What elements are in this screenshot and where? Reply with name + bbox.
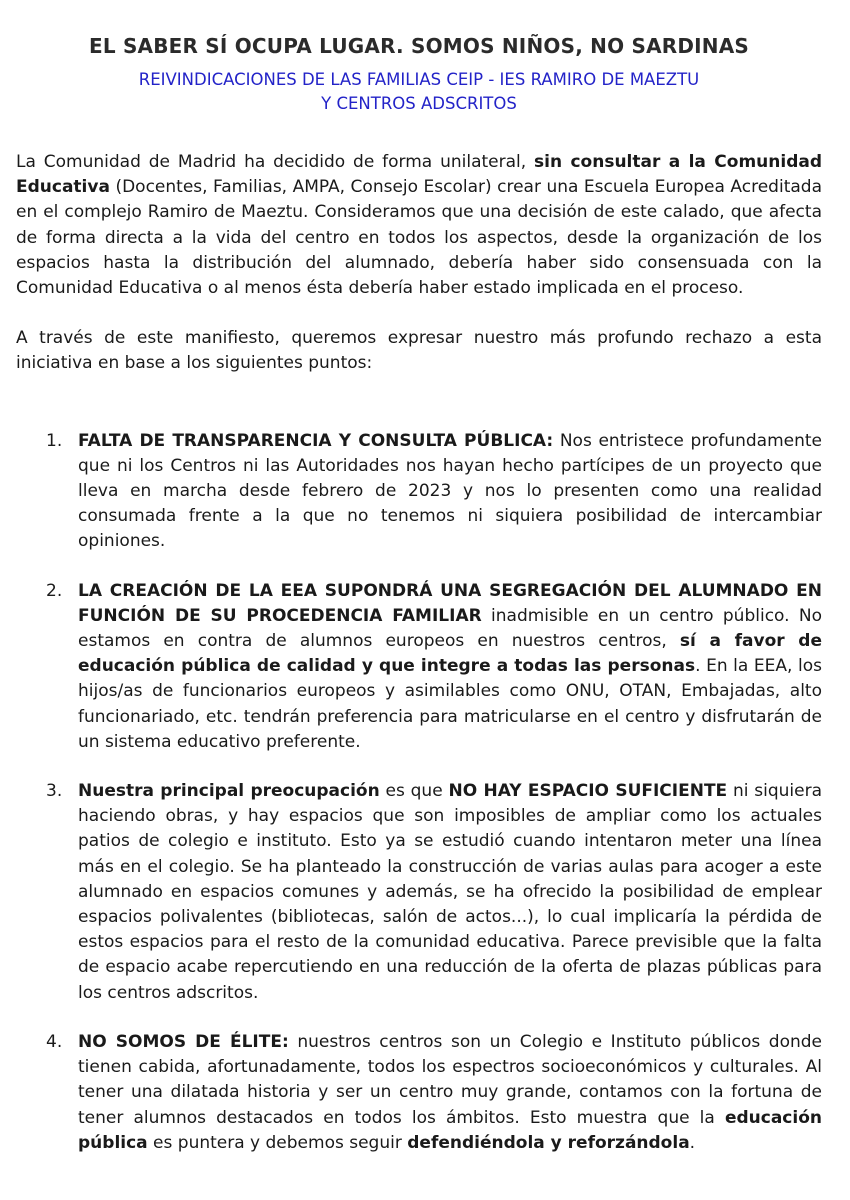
point-text [78,779,822,1006]
point-heading: LA CREACIÓN DE LA EEA SUPONDRÁ UNA SEGREGACIÓN DEL ALUMNADO EN FUNCIÓN DE SU PROCEDENCIA FAMILIAR [78,580,822,626]
points-list [16,429,822,1156]
point-body: . [689,1132,696,1153]
point-body: ni siquiera haciendo obras, y hay espacios que son imposibles de ampliar como los actuales patios de colegio e instituto. Esto ya se estudió cuando intentaron meter una línea más en el colegio. Se ha planteado la construcción de varias aulas para acoger a este alumnado en espacios comunes y además, se ha ofrecido la posibilidad de emplear espacios polivalentes (bibliotecas, salón de actos...), lo cual implicaría la pérdida de estos espacios para el resto de la comunidad educativa. Parece previsible que la falta de espacio acabe repercutiendo en una reducción de la oferta de plazas públicas para los centros adscritos. [78,781,823,1003]
point-body: Nos entristece profundamente que ni los Centros ni las Autoridades nos hayan hecho partícipes de un proyecto que lleva en marcha desde febrero de 2023 y nos lo presenten como una realidad consumada frente a la que no tenemos ni siquiera posibilidad de intercambiar opiniones. [78,430,822,552]
point-text [78,1030,822,1156]
point-emphasis: sí a favor de educación pública de calidad y que integre a todas las personas [78,631,822,677]
point-number: 3. [46,781,63,802]
point-body: nuestros centros son un Colegio e Instituto públicos donde tienen cabida, afortunadamente, todos los espectros socioeconómicos y culturales. Al tener una dilatada historia y ser un centro muy grande, contamos con la fortuna de tener alumnos destacados en todos los ámbitos. Esto muestra que la [78,1031,822,1128]
intro-text-rest: (Docentes, Familias, AMPA, Consejo Escolar) crear una Escuela Europea Acreditada en el complejo Ramiro de Maeztu. Consideramos que una decisión de este calado, que afecta de forma directa a la vida del centro en todos los aspectos, desde la organización de los espacios hasta la distribución del alumnado, debería haber sido consensuada con la Comunidad Educativa o al menos ésta debería haber estado implicada en el proceso. [16,177,822,299]
point-number: 1. [46,430,63,451]
document-subtitle [16,68,822,116]
point-text [78,429,822,555]
point-text [78,579,822,755]
point-item [16,429,822,555]
intro-text-start: La Comunidad de Madrid ha decidido de forma unilateral, [16,152,535,172]
point-body: es puntera y debemos seguir [147,1132,408,1153]
point-item [16,579,822,755]
point-emphasis: NO HAY ESPACIO SUFICIENTE [448,781,728,802]
point-body: es que [379,781,449,802]
point-heading: FALTA DE TRANSPARENCIA Y CONSULTA PÚBLICA: [78,430,554,451]
manifesto-paragraph: A través de este manifiesto, queremos expresar nuestro más profundo rechazo a esta iniciativa en base a los siguientes puntos: [16,328,822,374]
point-heading: NO SOMOS DE ÉLITE: [78,1031,289,1052]
point-number: 2. [46,580,63,601]
intro-emphasis: sin consultar a la Comunidad Educativa [16,152,823,198]
subtitle-line-1: REIVINDICACIONES DE LAS FAMILIAS CEIP - IES RAMIRO DE MAEZTU [138,70,700,89]
point-emphasis: defendiéndola y reforzándola [407,1132,690,1153]
point-number: 4. [46,1031,63,1052]
point-item [16,779,822,1006]
subtitle-line-2: Y CENTROS ADSCRITOS [321,94,517,113]
point-emphasis: educación pública [78,1107,822,1153]
point-body: inadmisible en un centro público. No estamos en contra de alumnos europeos en nuestros centros, [78,605,822,652]
point-body: . En la EEA, los hijos/as de funcionarios europeos y asimilables como ONU, OTAN, Embajadas, alto funcionariado, etc. tendrán preferencia para matricularse en el centro y disfrutarán de un sistema educativo preferente. [78,656,823,752]
point-heading: Nuestra principal preocupación [78,781,380,802]
point-item [16,1030,822,1156]
document-title: EL SABER SÍ OCUPA LUGAR. SOMOS NIÑOS, NO SARDINAS [88,34,750,58]
intro-paragraph [16,150,822,301]
